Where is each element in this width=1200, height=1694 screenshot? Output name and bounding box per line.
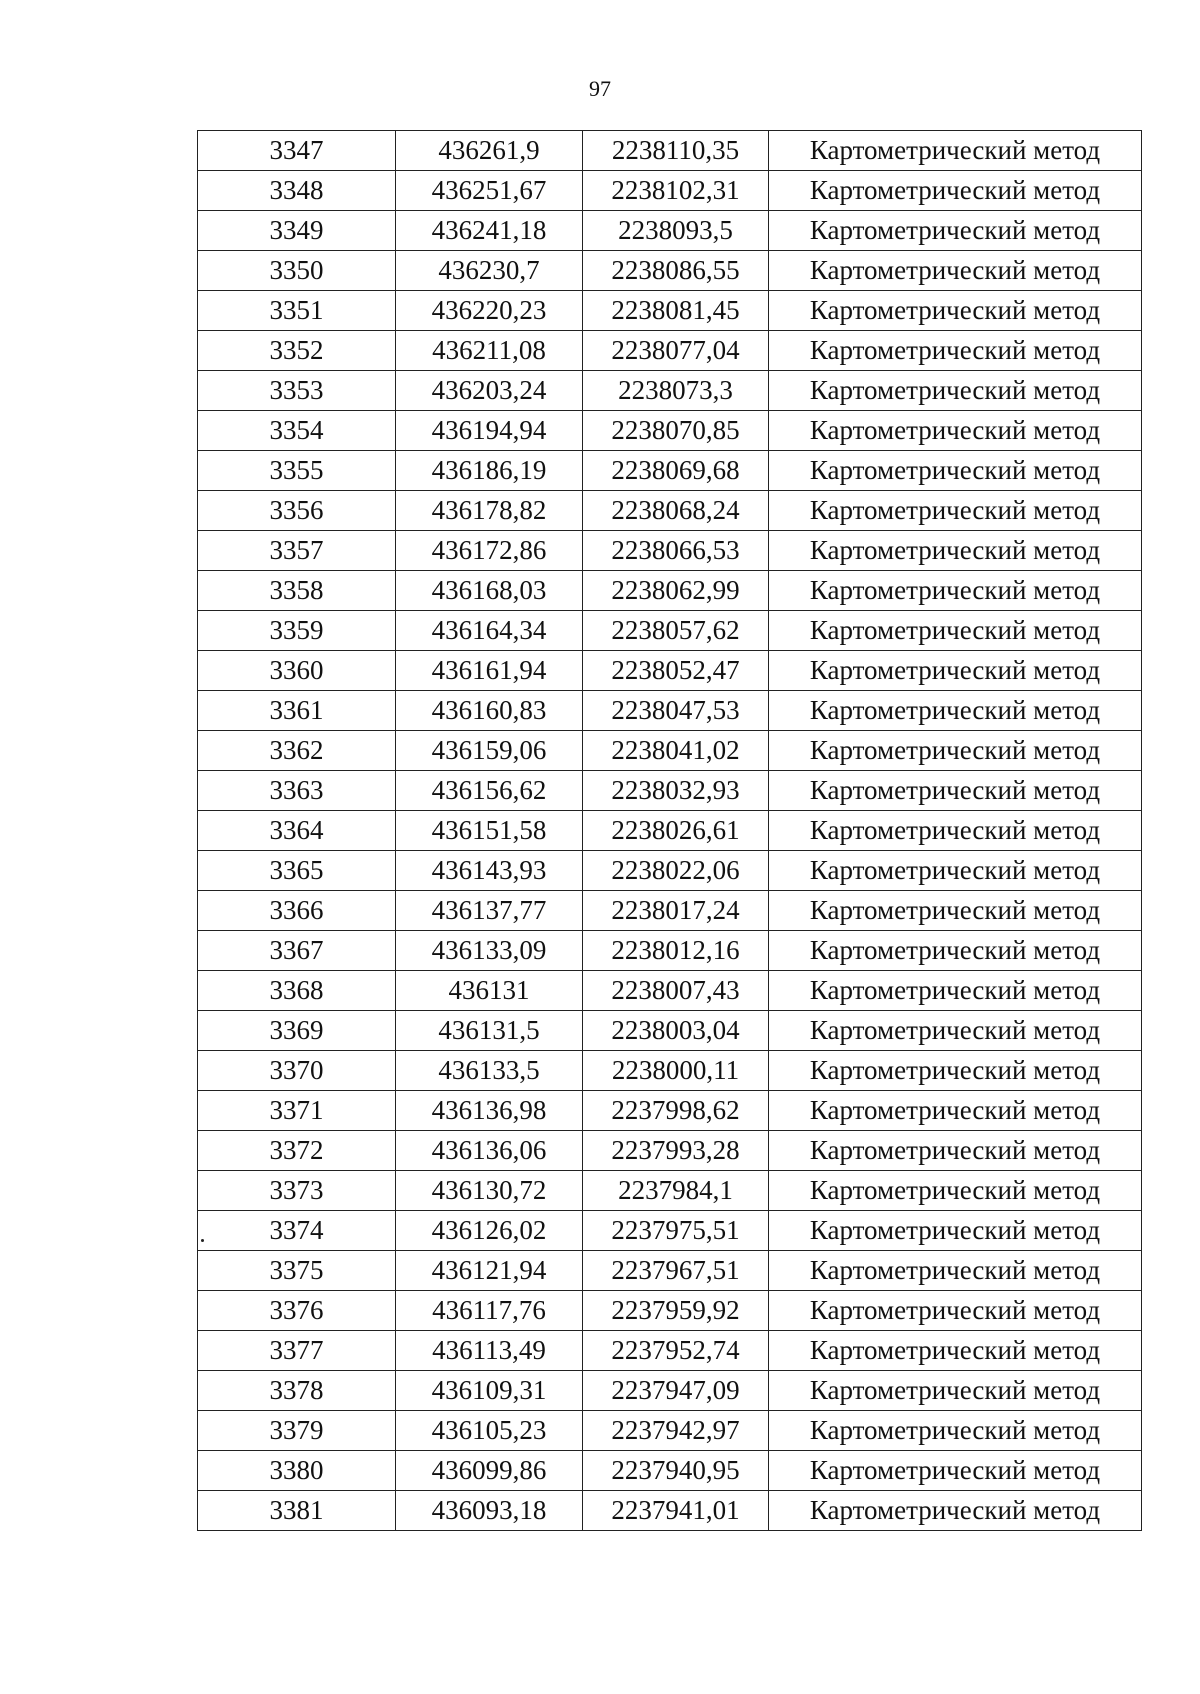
y-coordinate-cell: 2238012,16 [583, 931, 769, 971]
method-cell: Картометрический метод [769, 1291, 1142, 1331]
point-number-cell: 3380 [198, 1451, 396, 1491]
x-coordinate-cell: 436117,76 [396, 1291, 583, 1331]
point-number-cell: 3361 [198, 691, 396, 731]
x-coordinate-cell: 436211,08 [396, 331, 583, 371]
table-row [198, 451, 1142, 491]
table-row [198, 531, 1142, 571]
point-number-cell: 3347 [198, 131, 396, 171]
method-cell: Картометрический метод [769, 811, 1142, 851]
table-row [198, 1171, 1142, 1211]
method-cell: Картометрический метод [769, 451, 1142, 491]
x-coordinate-cell: 436164,34 [396, 611, 583, 651]
x-coordinate-cell: 436136,98 [396, 1091, 583, 1131]
y-coordinate-cell: 2237940,95 [583, 1451, 769, 1491]
x-coordinate-cell: 436194,94 [396, 411, 583, 451]
method-cell: Картометрический метод [769, 971, 1142, 1011]
y-coordinate-cell: 2238007,43 [583, 971, 769, 1011]
x-coordinate-cell: 436143,93 [396, 851, 583, 891]
point-number-cell: 3373 [198, 1171, 396, 1211]
x-coordinate-cell: 436105,23 [396, 1411, 583, 1451]
point-number-cell: 3352 [198, 331, 396, 371]
point-number-cell: 3351 [198, 291, 396, 331]
table-row [198, 291, 1142, 331]
method-cell: Картометрический метод [769, 251, 1142, 291]
x-coordinate-cell: 436160,83 [396, 691, 583, 731]
point-number-cell: 3381 [198, 1491, 396, 1531]
x-coordinate-cell: 436121,94 [396, 1251, 583, 1291]
method-cell: Картометрический метод [769, 1051, 1142, 1091]
table-row [198, 691, 1142, 731]
table-row [198, 371, 1142, 411]
table-row [198, 731, 1142, 771]
table-row [198, 771, 1142, 811]
table-row [198, 1091, 1142, 1131]
point-number-cell: 3348 [198, 171, 396, 211]
y-coordinate-cell: 2237984,1 [583, 1171, 769, 1211]
point-number-cell: 3370 [198, 1051, 396, 1091]
y-coordinate-cell: 2237947,09 [583, 1371, 769, 1411]
point-number-cell: 3376 [198, 1291, 396, 1331]
y-coordinate-cell: 2238022,06 [583, 851, 769, 891]
y-coordinate-cell: 2238062,99 [583, 571, 769, 611]
table-row [198, 1011, 1142, 1051]
point-number-cell: 3353 [198, 371, 396, 411]
table-row [198, 211, 1142, 251]
table-row [198, 1211, 1142, 1251]
table-row [198, 851, 1142, 891]
table-row [198, 931, 1142, 971]
x-coordinate-cell: 436220,23 [396, 291, 583, 331]
y-coordinate-cell: 2237967,51 [583, 1251, 769, 1291]
point-number-cell: 3359 [198, 611, 396, 651]
coordinates-table [197, 130, 1142, 1531]
method-cell: Картометрический метод [769, 891, 1142, 931]
point-number-cell: 3358 [198, 571, 396, 611]
point-number-cell: 3374 [198, 1211, 396, 1251]
y-coordinate-cell: 2238047,53 [583, 691, 769, 731]
x-coordinate-cell: 436109,31 [396, 1371, 583, 1411]
y-coordinate-cell: 2238068,24 [583, 491, 769, 531]
table-row [198, 891, 1142, 931]
y-coordinate-cell: 2238003,04 [583, 1011, 769, 1051]
table-row [198, 251, 1142, 291]
method-cell: Картометрический метод [769, 1251, 1142, 1291]
x-coordinate-cell: 436241,18 [396, 211, 583, 251]
point-number-cell: 3365 [198, 851, 396, 891]
y-coordinate-cell: 2237975,51 [583, 1211, 769, 1251]
y-coordinate-cell: 2237941,01 [583, 1491, 769, 1531]
x-coordinate-cell: 436178,82 [396, 491, 583, 531]
point-number-cell: 3377 [198, 1331, 396, 1371]
table-row [198, 1051, 1142, 1091]
point-number-cell: 3349 [198, 211, 396, 251]
point-number-cell: 3360 [198, 651, 396, 691]
y-coordinate-cell: 2238102,31 [583, 171, 769, 211]
x-coordinate-cell: 436113,49 [396, 1331, 583, 1371]
table-row [198, 1291, 1142, 1331]
table-row [198, 1411, 1142, 1451]
point-number-cell: 3379 [198, 1411, 396, 1451]
method-cell: Картометрический метод [769, 571, 1142, 611]
table-row [198, 971, 1142, 1011]
y-coordinate-cell: 2238032,93 [583, 771, 769, 811]
x-coordinate-cell: 436168,03 [396, 571, 583, 611]
x-coordinate-cell: 436131,5 [396, 1011, 583, 1051]
point-number-cell: 3364 [198, 811, 396, 851]
table-row [198, 811, 1142, 851]
point-number-cell: 3354 [198, 411, 396, 451]
y-coordinate-cell: 2238066,53 [583, 531, 769, 571]
x-coordinate-cell: 436137,77 [396, 891, 583, 931]
method-cell: Картометрический метод [769, 371, 1142, 411]
x-coordinate-cell: 436230,7 [396, 251, 583, 291]
x-coordinate-cell: 436136,06 [396, 1131, 583, 1171]
point-number-cell: 3362 [198, 731, 396, 771]
y-coordinate-cell: 2238093,5 [583, 211, 769, 251]
method-cell: Картометрический метод [769, 1451, 1142, 1491]
table-row [198, 651, 1142, 691]
point-number-cell: 3371 [198, 1091, 396, 1131]
y-coordinate-cell: 2238057,62 [583, 611, 769, 651]
method-cell: Картометрический метод [769, 691, 1142, 731]
point-number-cell: 3356 [198, 491, 396, 531]
y-coordinate-cell: 2238041,02 [583, 731, 769, 771]
method-cell: Картометрический метод [769, 1331, 1142, 1371]
method-cell: Картометрический метод [769, 331, 1142, 371]
point-number-cell: 3357 [198, 531, 396, 571]
table-row [198, 1251, 1142, 1291]
y-coordinate-cell: 2238110,35 [583, 131, 769, 171]
method-cell: Картометрический метод [769, 1091, 1142, 1131]
page-number: 97 [589, 76, 611, 101]
point-number-cell: 3366 [198, 891, 396, 931]
table-row [198, 1371, 1142, 1411]
y-coordinate-cell: 2237952,74 [583, 1331, 769, 1371]
x-coordinate-cell: 436099,86 [396, 1451, 583, 1491]
y-coordinate-cell: 2238081,45 [583, 291, 769, 331]
table-row [198, 1131, 1142, 1171]
method-cell: Картометрический метод [769, 931, 1142, 971]
point-number-cell: 3363 [198, 771, 396, 811]
x-coordinate-cell: 436161,94 [396, 651, 583, 691]
point-number-cell: 3375 [198, 1251, 396, 1291]
x-coordinate-cell: 436251,67 [396, 171, 583, 211]
method-cell: Картометрический метод [769, 1131, 1142, 1171]
point-number-cell: 3367 [198, 931, 396, 971]
method-cell: Картометрический метод [769, 851, 1142, 891]
y-coordinate-cell: 2237993,28 [583, 1131, 769, 1171]
y-coordinate-cell: 2238000,11 [583, 1051, 769, 1091]
method-cell: Картометрический метод [769, 1211, 1142, 1251]
method-cell: Картометрический метод [769, 291, 1142, 331]
table-row [198, 1491, 1142, 1531]
table-row [198, 131, 1142, 171]
x-coordinate-cell: 436203,24 [396, 371, 583, 411]
y-coordinate-cell: 2238077,04 [583, 331, 769, 371]
table-row [198, 1331, 1142, 1371]
method-cell: Картометрический метод [769, 1371, 1142, 1411]
method-cell: Картометрический метод [769, 171, 1142, 211]
x-coordinate-cell: 436126,02 [396, 1211, 583, 1251]
method-cell: Картометрический метод [769, 1491, 1142, 1531]
point-number-cell: 3350 [198, 251, 396, 291]
x-coordinate-cell: 436261,9 [396, 131, 583, 171]
x-coordinate-cell: 436151,58 [396, 811, 583, 851]
point-number-cell: 3355 [198, 451, 396, 491]
method-cell: Картометрический метод [769, 771, 1142, 811]
y-coordinate-cell: 2237942,97 [583, 1411, 769, 1451]
y-coordinate-cell: 2238070,85 [583, 411, 769, 451]
table-row [198, 1451, 1142, 1491]
y-coordinate-cell: 2237998,62 [583, 1091, 769, 1131]
method-cell: Картометрический метод [769, 1411, 1142, 1451]
x-coordinate-cell: 436172,86 [396, 531, 583, 571]
x-coordinate-cell: 436133,5 [396, 1051, 583, 1091]
method-cell: Картометрический метод [769, 211, 1142, 251]
scan-speck [201, 1239, 204, 1242]
table-row [198, 331, 1142, 371]
x-coordinate-cell: 436133,09 [396, 931, 583, 971]
y-coordinate-cell: 2238026,61 [583, 811, 769, 851]
table-row [198, 571, 1142, 611]
method-cell: Картометрический метод [769, 731, 1142, 771]
coordinates-table-body [198, 131, 1142, 1531]
method-cell: Картометрический метод [769, 1011, 1142, 1051]
table-row [198, 611, 1142, 651]
x-coordinate-cell: 436130,72 [396, 1171, 583, 1211]
y-coordinate-cell: 2237959,92 [583, 1291, 769, 1331]
table-row [198, 491, 1142, 531]
point-number-cell: 3369 [198, 1011, 396, 1051]
method-cell: Картометрический метод [769, 491, 1142, 531]
method-cell: Картометрический метод [769, 611, 1142, 651]
y-coordinate-cell: 2238069,68 [583, 451, 769, 491]
y-coordinate-cell: 2238017,24 [583, 891, 769, 931]
method-cell: Картометрический метод [769, 411, 1142, 451]
point-number-cell: 3372 [198, 1131, 396, 1171]
x-coordinate-cell: 436093,18 [396, 1491, 583, 1531]
method-cell: Картометрический метод [769, 531, 1142, 571]
method-cell: Картометрический метод [769, 651, 1142, 691]
table-row [198, 171, 1142, 211]
point-number-cell: 3368 [198, 971, 396, 1011]
x-coordinate-cell: 436186,19 [396, 451, 583, 491]
x-coordinate-cell: 436159,06 [396, 731, 583, 771]
table-row [198, 411, 1142, 451]
x-coordinate-cell: 436131 [396, 971, 583, 1011]
method-cell: Картометрический метод [769, 1171, 1142, 1211]
y-coordinate-cell: 2238073,3 [583, 371, 769, 411]
y-coordinate-cell: 2238086,55 [583, 251, 769, 291]
method-cell: Картометрический метод [769, 131, 1142, 171]
x-coordinate-cell: 436156,62 [396, 771, 583, 811]
point-number-cell: 3378 [198, 1371, 396, 1411]
y-coordinate-cell: 2238052,47 [583, 651, 769, 691]
